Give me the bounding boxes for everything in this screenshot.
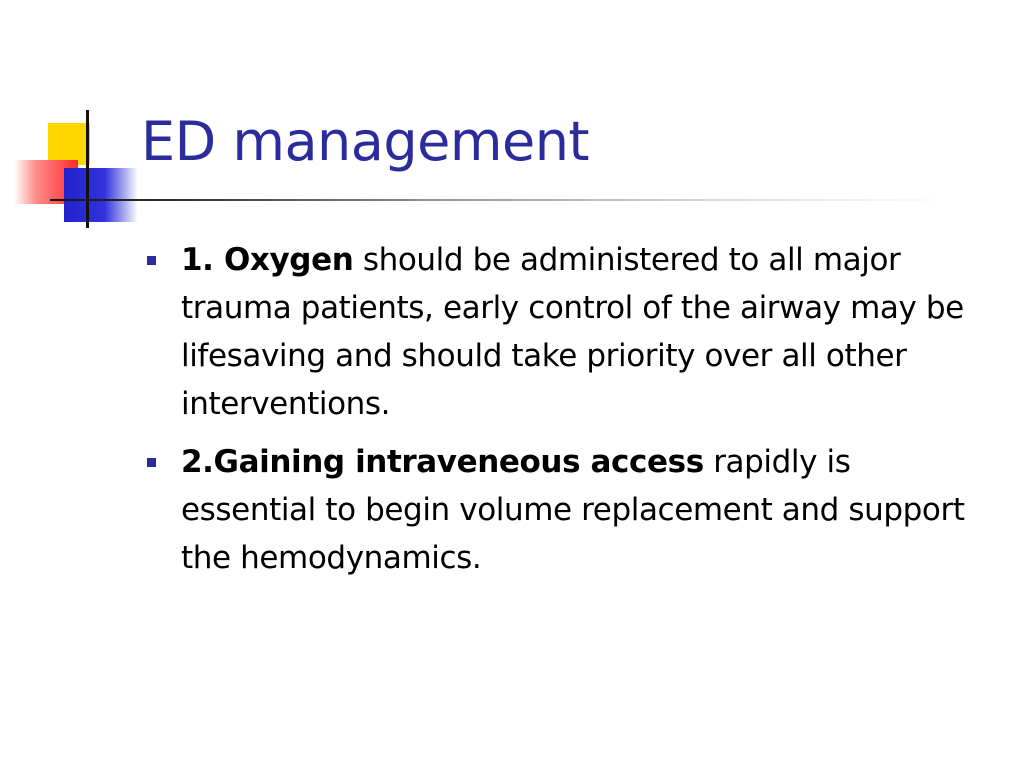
title-underline-rule — [50, 199, 950, 201]
square-bullet-icon — [147, 458, 156, 467]
bullet-text: rapidly is essential to begin volume replacement and support the hemodynamics. — [181, 444, 965, 576]
bullet-heading: 2.Gaining intraveneous access — [181, 444, 704, 480]
bullet-heading: 1. Oxygen — [181, 242, 354, 278]
bullet-list — [145, 236, 965, 592]
bullet-item-iv-access — [145, 438, 965, 582]
blue-square-decoration — [64, 168, 138, 222]
slide-title: ED management — [141, 110, 590, 173]
vertical-rule — [86, 110, 89, 228]
corner-decoration — [0, 0, 150, 240]
yellow-square-decoration — [48, 123, 90, 165]
square-bullet-icon — [147, 256, 156, 265]
bullet-text: should be administered to all major trauma patients, early control of the airway may be lifesaving and should take priority over all other interventions. — [181, 242, 964, 422]
bullet-item-oxygen — [145, 236, 965, 428]
